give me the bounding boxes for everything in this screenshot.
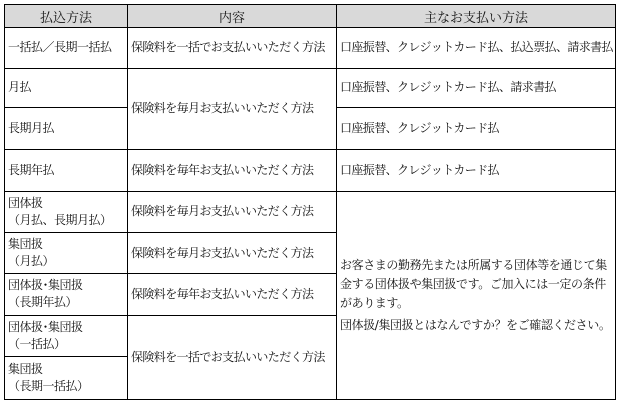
content-long-term-annual: 保険料を毎年お支払いいただく方法 — [128, 149, 337, 191]
method-long-term-monthly: 長期月払 — [5, 108, 128, 150]
content-group-lump-sum: 保険料を一括でお支払いいただく方法 — [128, 315, 337, 399]
method-group-annual — [5, 273, 128, 315]
payment-lump-sum: 口座振替、クレジットカード払、払込票払、請求書払 — [337, 28, 616, 69]
method-line: 団体扱･集団扱 — [8, 319, 83, 334]
method-line: 集団扱 — [8, 362, 43, 377]
method-collective-monthly — [5, 233, 128, 274]
payment-long-term-annual: 口座振替、クレジットカード払 — [337, 149, 616, 191]
payment-long-term-monthly: 口座振替、クレジットカード払 — [337, 108, 616, 150]
header-method: 払込方法 — [5, 5, 128, 28]
method-line: 集団扱 — [8, 237, 43, 252]
table-row — [5, 149, 616, 191]
table-row — [5, 191, 616, 233]
payment-methods-table — [4, 4, 616, 400]
table-header-row — [5, 5, 616, 28]
method-line: （月払） — [8, 254, 55, 269]
method-line: （長期一括払） — [8, 379, 89, 394]
method-line: （月払、長期月払） — [8, 212, 112, 227]
method-long-term-annual: 長期年払 — [5, 149, 128, 191]
table-row — [5, 28, 616, 69]
method-group-monthly — [5, 191, 128, 233]
header-payment-options: 主なお支払い方法 — [337, 5, 616, 28]
header-content: 内容 — [128, 5, 337, 28]
method-lump-sum: 一括払／長期一括払 — [5, 28, 128, 69]
payment-monthly: 口座振替、クレジットカード払、請求書払 — [337, 68, 616, 108]
method-line: 団体扱･集団扱 — [8, 278, 83, 293]
method-line: 団体扱 — [8, 195, 43, 210]
method-line: （長期年払） — [8, 295, 78, 310]
table-row — [5, 68, 616, 108]
group-collection-note — [337, 191, 616, 399]
method-collective-long-term-lump-sum — [5, 357, 128, 400]
method-line: （一括払） — [8, 336, 66, 351]
content-group-monthly: 保険料を毎月お支払いいただく方法 — [128, 191, 337, 233]
content-monthly: 保険料を毎月お支払いいただく方法 — [128, 68, 337, 149]
group-note-link[interactable]: 団体扱/集団扱とはなんですか？をご確認ください。 — [340, 317, 611, 332]
method-group-lump-sum — [5, 315, 128, 357]
method-monthly: 月払 — [5, 68, 128, 108]
group-note-text: お客さまの勤務先または所属する団体等を通じて集金する団体扱や集団扱です。ご加入には一定の条件があります。 — [340, 257, 607, 310]
content-group-annual: 保険料を毎年お支払いいただく方法 — [128, 273, 337, 315]
content-collective-monthly: 保険料を毎月お支払いいただく方法 — [128, 233, 337, 274]
content-lump-sum: 保険料を一括でお支払いいただく方法 — [128, 28, 337, 69]
